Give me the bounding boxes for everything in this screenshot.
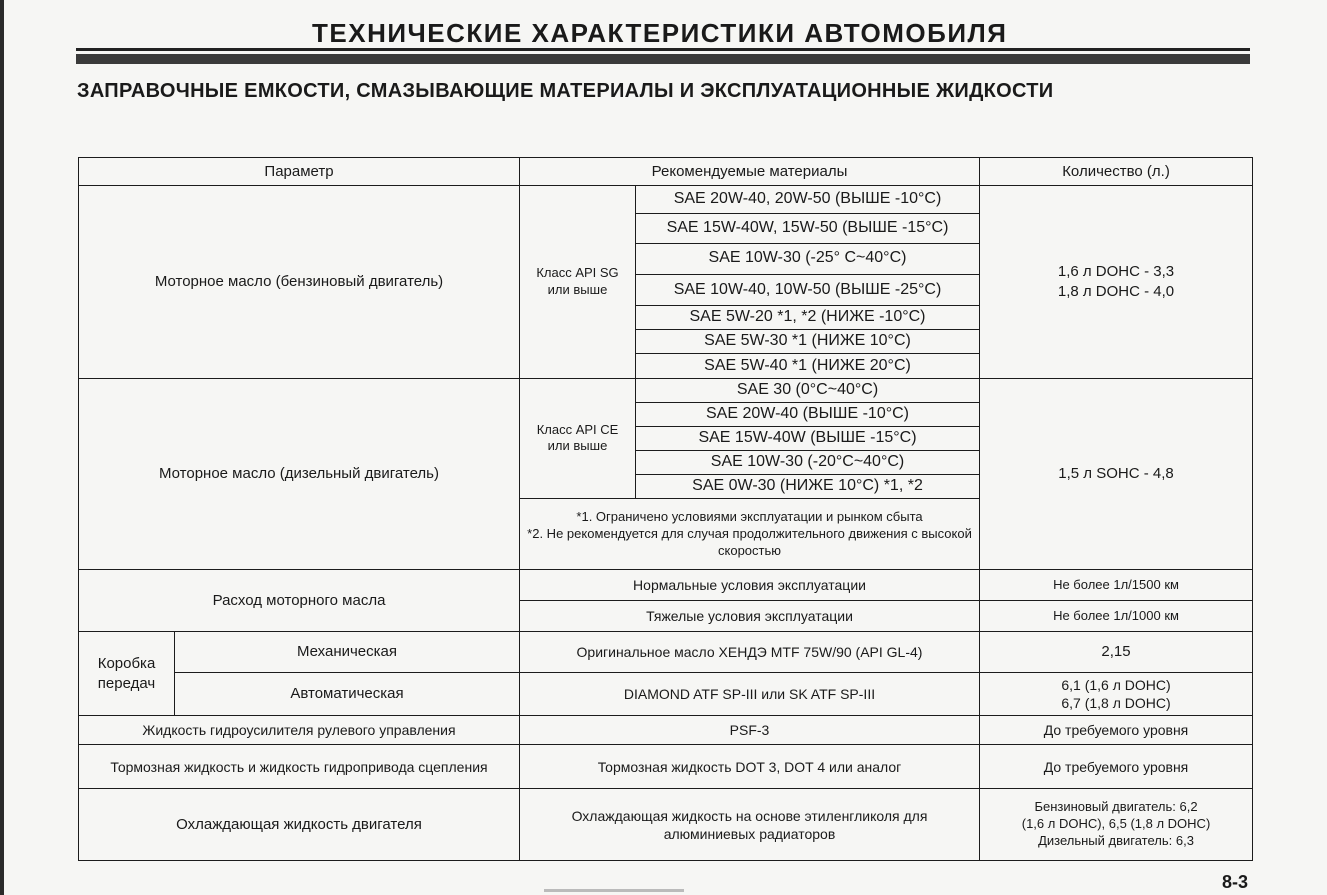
coolant-qty-line: Бензиновый двигатель: 6,2 [1034,799,1198,815]
gearbox-manual-label: Механическая [175,632,520,672]
table-row [79,745,1253,789]
table-row [79,186,1253,214]
coolant-qty-line: Дизельный двигатель: 6,3 [1038,833,1194,849]
page-title: ТЕХНИЧЕСКИЕ ХАРАКТЕРИСТИКИ АВТОМОБИЛЯ [312,18,1008,48]
diesel-oil-grade: SAE 0W-30 (НИЖЕ 10°С) *1, *2 [636,475,980,499]
diesel-oil-param: Моторное масло (дизельный двигатель) [79,378,520,569]
oil-consumption-heavy-value: Не более 1л/1000 км [980,601,1253,632]
table-row [79,378,1253,402]
petrol-oil-qty-line: 1,8 л DOHC - 4,0 [1057,282,1175,300]
footnote-2: *2. Не рекомендуется для случая продолжительного движения с высокой скоростью [527,525,972,558]
brake-fluid-qty: До требуемого уровня [980,745,1253,789]
header-quantity: Количество (л.) [980,158,1253,186]
petrol-oil-qty-line: 1,6 л DOHC - 3,3 [1057,263,1175,281]
gearbox-manual-material: Оригинальное масло ХЕНДЭ MTF 75W/90 (API GL-4) [520,632,980,672]
oil-consumption-normal-value: Не более 1л/1500 км [980,569,1253,600]
diesel-oil-grade: SAE 30 (0°С~40°С) [636,378,980,402]
diesel-oil-qty: 1,5 л SOHC - 4,8 [980,378,1253,569]
fluids-table [78,157,1253,861]
petrol-oil-qty [980,186,1253,378]
coolant-param: Охлаждающая жидкость двигателя [79,789,520,861]
petrol-oil-grade: SAE 10W-30 (-25° С~40°С) [636,243,980,274]
diesel-oil-grade: SAE 15W-40W (ВЫШЕ -15°С) [636,426,980,450]
gearbox-manual-qty: 2,15 [980,632,1253,672]
oil-consumption-heavy-label: Тяжелые условия эксплуатации [520,601,980,632]
table-row [79,672,1253,715]
header-materials: Рекомендуемые материалы [520,158,980,186]
table-row [79,632,1253,672]
gearbox-auto-qty-line: 6,1 (1,6 л DOHC) [1061,676,1171,693]
power-steering-param: Жидкость гидроусилителя рулевого управления [79,715,520,744]
coolant-qty-line: (1,6 л DOHC), 6,5 (1,8 л DOHC) [1021,816,1211,832]
oil-consumption-param: Расход моторного масла [79,569,520,631]
diesel-oil-notes [520,499,980,570]
diesel-oil-grade: SAE 10W-30 (-20°С~40°С) [636,451,980,475]
coolant-qty [980,789,1253,861]
gearbox-auto-qty-line: 6,7 (1,8 л DOHC) [1061,694,1171,711]
power-steering-qty: До требуемого уровня [980,715,1253,744]
title-rule-thin [76,48,1250,51]
footer-mark [544,889,684,892]
coolant-material: Охлаждающая жидкость на основе этиленгликоля для алюминиевых радиаторов [520,789,980,861]
petrol-oil-grade: SAE 5W-20 *1, *2 (НИЖЕ -10°С) [636,306,980,330]
table-header-row [79,158,1253,186]
petrol-oil-param: Моторное масло (бензиновый двигатель) [79,186,520,378]
gearbox-auto-label: Автоматическая [175,672,520,715]
brake-fluid-param: Тормозная жидкость и жидкость гидропривода сцепления [79,745,520,789]
oil-consumption-normal-label: Нормальные условия эксплуатации [520,569,980,600]
diesel-oil-api-class: Класс API CE или выше [520,378,636,499]
title-rule-thick [76,54,1250,64]
petrol-oil-grade: SAE 15W-40W, 15W-50 (ВЫШЕ -15°С) [636,214,980,243]
petrol-oil-api-class: Класс API SG или выше [520,186,636,378]
table-row [79,715,1253,744]
gearbox-auto-qty [980,672,1253,715]
petrol-oil-grade: SAE 20W-40, 20W-50 (ВЫШЕ -10°С) [636,186,980,214]
petrol-oil-grade: SAE 5W-40 *1 (НИЖЕ 20°С) [636,354,980,378]
header-parameter: Параметр [79,158,520,186]
gearbox-label: Коробка передач [79,632,175,716]
section-heading: ЗАПРАВОЧНЫЕ ЕМКОСТИ, СМАЗЫВАЮЩИЕ МАТЕРИАЛЫ И ЭКСПЛУАТАЦИОННЫЕ ЖИДКОСТИ [77,80,1054,102]
table-row [79,789,1253,861]
diesel-oil-grade: SAE 20W-40 (ВЫШЕ -10°С) [636,402,980,426]
petrol-oil-grade: SAE 10W-40, 10W-50 (ВЫШЕ -25°С) [636,274,980,305]
gearbox-auto-material: DIAMOND ATF SP-III или SK ATF SP-III [520,672,980,715]
power-steering-material: PSF-3 [520,715,980,744]
page-number: 8-3 [1222,872,1249,892]
table-row [79,569,1253,600]
footnote-1: *1. Ограничено условиями эксплуатации и рынком сбыта [576,508,923,524]
brake-fluid-material: Тормозная жидкость DOT 3, DOT 4 или аналог [520,745,980,789]
page-left-edge [0,0,4,895]
petrol-oil-grade: SAE 5W-30 *1 (НИЖЕ 10°С) [636,330,980,354]
